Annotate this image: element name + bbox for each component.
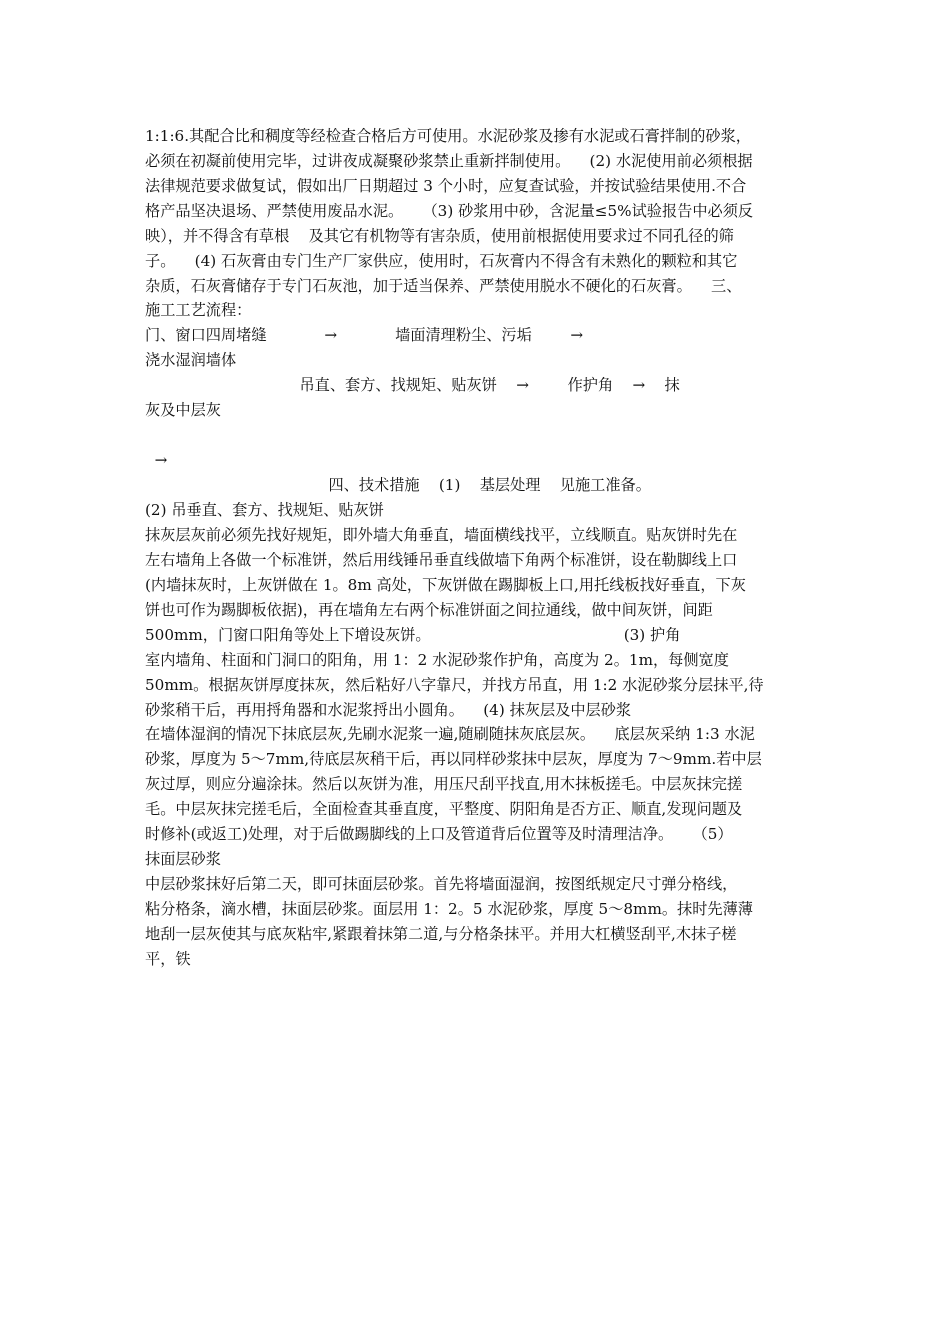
subsection-heading: 抹面层砂浆: [145, 850, 221, 868]
text-line: 室内墙角、柱面和门洞口的阳角，用 1：2 水泥砂浆作护角，高度为 2。1m，每侧宽度: [145, 651, 729, 669]
flow-step-line: 浇水湿润墙体: [145, 351, 237, 369]
text-line: 砂浆稍干后，再用捋角器和水泥浆捋出小圆角。 (4) 抹灰层及中层砂浆: [145, 701, 632, 719]
text-line: 中层砂浆抹好后第二天，即可抹面层砂浆。首先将墙面湿润，按图纸规定尺寸弹分格线，: [145, 875, 738, 893]
flow-step-line: 吊直、套方、找规矩、贴灰饼 → 作护角 → 抹: [145, 376, 680, 394]
text-line: 在墙体湿润的情况下抹底层灰,先刷水泥浆一遍,随刷随抹灰底层灰。 底层灰采纳 1:3 水泥: [145, 725, 755, 743]
text-line: (内墙抹灰时，上灰饼做在 1。8m 高处，下灰饼做在踢脚板上口,用托线板找好垂直，下灰: [145, 576, 746, 594]
subsection-heading: (2) 吊垂直、套方、找规矩、贴灰饼: [145, 501, 384, 519]
text-line: 1:1:6.其配合比和稠度等经检查合格后方可使用。水泥砂浆及掺有水泥或石膏拌制的砂浆，: [145, 127, 751, 145]
text-line: 灰过厚，则应分遍涂抹。然后以灰饼为准，用压尺刮平找直,用木抹板搓毛。中层灰抹完搓: [145, 775, 743, 793]
text-line: 毛。中层灰抹完搓毛后，全面检查其垂直度，平整度、阴阳角是否方正、顺直,发现问题及: [145, 800, 743, 818]
text-line: 法律规范要求做复试，假如出厂日期超过 3 个小时，应复查试验，并按试验结果使用.不合: [145, 177, 747, 195]
flow-step-line: 门、窗口四周堵缝 → 墙面清理粉尘、污垢 →: [145, 326, 584, 344]
text-line: 地刮一层灰使其与底灰粘牢,紧跟着抹第二道,与分格条抹平。并用大杠横竖刮平,木抹子槎: [145, 925, 737, 943]
text-line: 砂浆，厚度为 5～7mm,待底层灰稍干后，再以同样砂浆抹中层灰，厚度为 7～9mm.若中层: [145, 750, 762, 768]
text-line: 抹灰层灰前必须先找好规矩，即外墙大角垂直，墙面横线找平，立线顺直。贴灰饼时先在: [145, 526, 738, 544]
text-line: 时修补(或返工)处理，对于后做踢脚线的上口及管道背后位置等及时清理洁净。 （5）: [145, 825, 733, 843]
text-line: 格产品坚决退场、严禁使用废品水泥。 （3) 砂浆用中砂，含泥量≤5%试验报告中必须反: [145, 202, 754, 220]
text-line: 饼也可作为踢脚板依据)，再在墙角左右两个标准饼面之间拉通线，做中间灰饼，间距: [145, 601, 713, 619]
text-line: 左右墙角上各做一个标准饼，然后用线锤吊垂直线做墙下角两个标准饼，设在勒脚线上口: [145, 551, 738, 569]
section-heading: 施工工艺流程：: [145, 301, 252, 319]
text-line: 50mm。根据灰饼厚度抹灰，然后粘好八字靠尺，并找方吊直，用 1:2 水泥砂浆分层抹平,待: [145, 676, 764, 694]
section-heading: 四、技术措施 (1) 基层处理 见施工准备。: [145, 476, 651, 494]
text-line: 子。 (4) 石灰膏由专门生产厂家供应，使用时，石灰膏内不得含有未熟化的颗粒和其它: [145, 252, 738, 270]
text-line: 杂质，石灰膏储存于专门石灰池，加于适当保养、严禁使用脱水不硬化的石灰膏。 三、: [145, 277, 742, 295]
flow-step-line: 灰及中层灰: [145, 401, 221, 419]
text-line: 映），并不得含有草根 及其它有机物等有害杂质，使用前根据使用要求过不同孔径的筛: [145, 227, 734, 245]
text-line: 平，铁: [145, 950, 191, 968]
text-line: 粘分格条，滴水槽，抹面层砂浆。面层用 1：2。5 水泥砂浆，厚度 5～8mm。抹时先薄薄: [145, 900, 753, 918]
text-line: 必须在初凝前使用完毕，过讲夜成凝聚砂浆禁止重新拌制使用。 (2) 水泥使用前必须根据: [145, 152, 753, 170]
flow-arrow: →: [145, 451, 168, 469]
text-line: 500mm，门窗口阳角等处上下增设灰饼。 (3) 护角: [145, 626, 681, 644]
